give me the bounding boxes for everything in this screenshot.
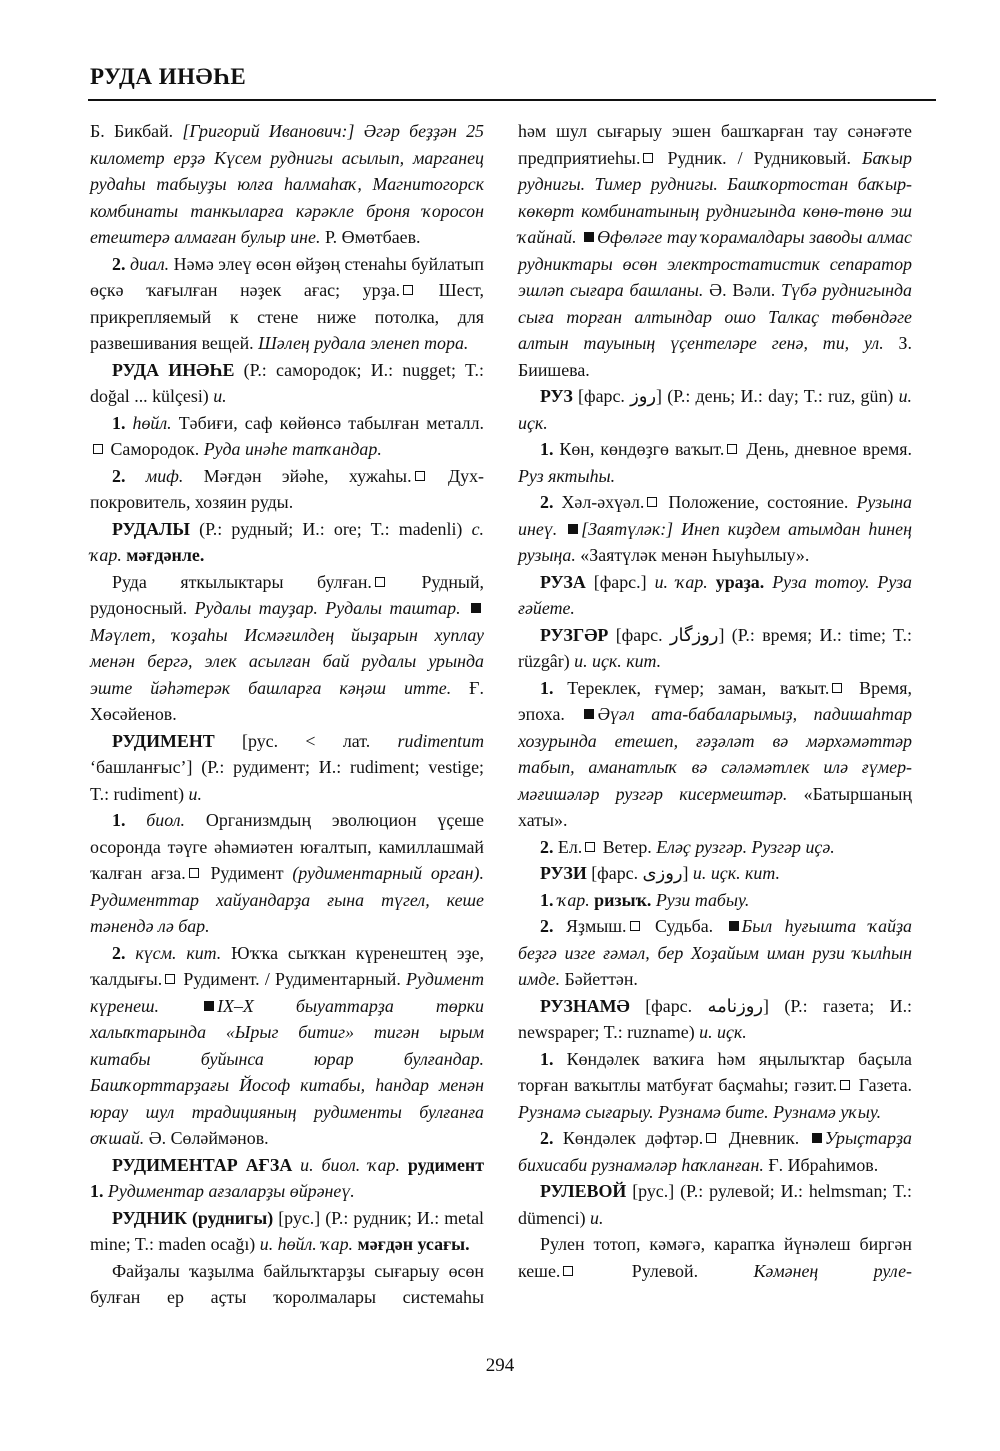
sense-2: 2. Көндәлек дәфтәр. Дневник. Урыҫтарҙа бихисаби рузнамәләр һаҡланған. Ғ. Ибраһимов. bbox=[518, 1128, 912, 1175]
sense-marker-icon bbox=[706, 1133, 716, 1143]
definition: Рулен тотоп, кәмәгә, карапҡа йүнәлеш биргән кеше. Рулевой. Кәмәнең руле- bbox=[518, 1234, 912, 1281]
headword: РУДИМЕНТАР АҒЗА bbox=[112, 1154, 293, 1175]
part-of-speech: и. биол. ҡар. bbox=[292, 1154, 400, 1175]
usage-label: диал. bbox=[129, 253, 170, 274]
part-of-speech: и. һөйл. ҡар. bbox=[259, 1234, 354, 1254]
example-text: [Григорий Иванович:] Әгәр беҙҙән 25 километр ерҙә Күсем руднигы асылып, марганец рудаһы табыуҙы юлға һалмаһаҡ, Магнитогорск комбинаты танкыларға кәрәкле броня ҡоросон етештерә алмаған булыр ине. bbox=[90, 121, 484, 247]
example-text: Шәлең рудала эленеп тора. bbox=[258, 333, 469, 353]
sense-2: 2. миф. Мәғдән эйәһе, хужаһы. Дух-покровитель, хозяин руды. bbox=[90, 465, 484, 512]
entry-rudiment: РУДИМЕНТ [рус. < лат. rudimentum ‘башланғыс’] (Р.: рудимент; И.: rudiment; vestige; T.: rudiment) и. bbox=[90, 730, 484, 804]
part-of-speech: и. иҫк. bbox=[518, 386, 912, 433]
source-citation: З. Биишева. bbox=[518, 333, 912, 380]
entry-ruzi: РУЗИ [фарс. روزی] и. иҫк. кит. bbox=[540, 863, 780, 883]
part-of-speech: с. ҡар. bbox=[90, 518, 484, 565]
example-text: Рудимент күренеш. bbox=[90, 969, 484, 1016]
example-text: IX–X быуаттарҙа төрки халыҡтарында «Ырыг битиг» тигән ырым китабы буйынса юрар булғандар. Башҡорттарҙағы Йософ китабы, һандар менән юрау шул традицияның рудименты булғанға оҡшай. bbox=[90, 995, 484, 1148]
sense-marker-icon bbox=[840, 1080, 850, 1090]
part-of-speech: и. иҫк. bbox=[699, 1022, 747, 1042]
sense-marker-icon bbox=[415, 471, 425, 481]
example-marker-icon bbox=[584, 709, 594, 719]
entry-continuation: һәм шул сығарыу эшен башҡарған тау сәнәғәте предприятиеһы. Рудник. / Рудниковый. Баҡыр руднигы. Тимер руднигы. Башҡортостан баҡыр-көкөрт комбинатының руднигында көнө-төнө эш ҡайнай. Өфөләге тау ҡорамалдары заводы алмас рудниктары өсөн электростатистик сепаратор эшләп сығара башланы. Ә. Вәли. Түбә руднигында сыға торған алтындар ошо Талкаҫ төбөндәге алтын тауының үҫентеләре генә, ти, ул. З. Биишева. bbox=[518, 121, 912, 380]
source-citation: Ғ. Ибраһимов. bbox=[763, 1154, 879, 1175]
arabic-etymon: روزی bbox=[642, 863, 683, 883]
headword: РУДНИК (руднигы) bbox=[112, 1207, 274, 1228]
sense-marker-icon bbox=[630, 921, 640, 931]
sense-1: 1. Көн, көндөҙгө ваҡыт. День, дневное время. Руз яктыһы. bbox=[518, 439, 912, 486]
usage-label: һөйл. bbox=[132, 412, 172, 433]
running-head: РУДА ИНӘҺЕ bbox=[90, 64, 247, 89]
sense-1: 1. биол. Организмдың эволюцион үҫеше осоронда тәүге әһәмиәтен юғалтып, камиллашмай ҡалған ағза. Рудимент (рудиментарный орган). Рудименттар хайуандарҙа ғына түгел, кеше тәнендә лә бар. bbox=[90, 810, 484, 936]
example-text: Кәмәнең руле- bbox=[753, 1260, 912, 1281]
example-text: Руза тотоу. Руза ғәйете. bbox=[518, 571, 912, 618]
sense-1: 1. Көндәлек ваҡиға һәм яңылыҡтар баҫыла торған ваҡытлы матбуғат баҫмаһы; гәзит. Газета. Рузнамә сығарыу. Рузнамә бите. Рузнамә уҡыу. bbox=[518, 1048, 912, 1122]
example-text: Урыҫтарҙа бихисаби рузнамәләр һаҡланған. bbox=[518, 1128, 912, 1175]
example-text: Баҡыр руднигы. Тимер руднигы. Башҡортостан баҡыр-көкөрт комбинатының руднигында көнө-төнө эш ҡайнай. bbox=[518, 147, 912, 247]
sense-marker-icon bbox=[189, 868, 199, 878]
example-text: Өфөләге тау ҡорамалдары заводы алмас рудниктары өсөн электростатистик сепаратор эшләп сығара башланы. bbox=[518, 227, 912, 300]
headword: РУДАЛЫ bbox=[112, 518, 190, 539]
headword: РУДИМЕНТ bbox=[112, 730, 215, 751]
page-number: 294 bbox=[485, 1355, 515, 1376]
sense-marker-icon bbox=[832, 683, 842, 693]
cross-reference: ризыҡ. bbox=[589, 889, 652, 910]
usage-label: миф. bbox=[145, 465, 184, 486]
sense-1: 1. Тереклек, ғүмер; заман, ваҡыт. Время, эпоха. Әүәл ата-бабаларымыҙ, падишаһтар хозурында етешеп, ғәҙәләт вә мәрхәмәттәр табып, аманатлыҡ вә сәләмәтлек илә ғүмер-мәғишәләр рузгәр кисермештәр. «Батыршаның хаты». bbox=[518, 677, 913, 830]
headword: РУЗА bbox=[540, 571, 586, 592]
entry-ruz: РУЗ [фарс. روز] (Р.: день; И.: day; T.: ruz, gün) и. иҫк. bbox=[518, 386, 912, 433]
source-citation: Ә. Сөләймәнов. bbox=[144, 1128, 269, 1148]
entry-rudaly: РУДАЛЫ (Р.: рудный; И.: ore; T.: madenli) с. ҡар. мәғдәнле. bbox=[90, 518, 484, 565]
part-of-speech: ҡар. bbox=[557, 889, 590, 910]
sense-marker-icon bbox=[585, 842, 595, 852]
sense-2: 2. Яҙмыш. Судьба. Был һуғышта ҡайҙа беҙгә изге ғәмәл, бер Хоҙайым иман рузи ҡылһын имде. Бәйеттән. bbox=[518, 916, 912, 989]
example-text: Еләҫ рузгәр. Рузгәр иҫә. bbox=[656, 836, 835, 857]
example-marker-icon bbox=[568, 524, 578, 534]
headword: РУЗИ bbox=[540, 863, 587, 883]
sense-1: 1. ҡар. ризыҡ. Рузи табыу. bbox=[540, 889, 750, 910]
sense-1: 1. һөйл. Тәбиғи, саф көйөнсә табылған металл. Самородок. Руда инәһе тапҡандар. bbox=[90, 410, 484, 463]
example-text: Түбә руднигында сыға торған алтындар ошо Талкаҫ төбөндәге алтын тауының үҫентеләре генә, ти, ул. bbox=[518, 280, 912, 353]
usage-label: биол. bbox=[146, 810, 186, 830]
part-of-speech: и. иҫк. кит. bbox=[574, 651, 662, 671]
arabic-etymon: روز bbox=[630, 386, 657, 406]
source-citation: Бәйеттән. bbox=[560, 969, 638, 989]
example-marker-icon bbox=[812, 1133, 822, 1143]
part-of-speech: и. ҡар. bbox=[654, 571, 708, 592]
cross-reference: рудимент 1. bbox=[90, 1154, 484, 1201]
cross-reference: мәғдәнле. bbox=[121, 545, 205, 565]
example-text: Руз яктыһы. bbox=[518, 465, 616, 486]
left-column bbox=[90, 118, 484, 1311]
headword: РУЗГӘР bbox=[540, 624, 609, 645]
source-citation: Ә. Вәли. bbox=[703, 280, 781, 300]
example-text: Руда инәһе тапҡандар. bbox=[203, 439, 382, 459]
entry-rudnik: РУДНИК (руднигы) [рус.] (Р.: рудник; И.: metal mine; T.: maden ocağı) и. һөйл. ҡар. мәғдән усағы. bbox=[90, 1207, 484, 1254]
sense-2: 2. Хәл-әхүәл. Положение, состояние. Рузына инеү. [Заятүләк:] Инеп киҙдем атымдан һинең рузыңа. «Заятүләк менән Һыуһылыу». bbox=[518, 492, 913, 565]
sense-marker-icon bbox=[643, 153, 653, 163]
entry-continuation: Б. Бикбай. [Григорий Иванович:] Әгәр беҙҙән 25 километр ерҙә Күсем руднигы асылып, марганец рудаһы табыуҙы юлға һалмаһаҡ, Магнитогорск комбинаты танкыларға кәрәкле броня ҡоросон етештерә алмаған булыр ине. Р. Өмөтбаев. bbox=[90, 121, 484, 247]
example-text: Рузына инеү. bbox=[518, 492, 913, 539]
entry-rudimentar-agza bbox=[90, 1152, 484, 1205]
source-citation: Р. Өмөтбаев. bbox=[320, 227, 421, 247]
example-marker-icon bbox=[584, 232, 594, 242]
headword: РУЛЕВОЙ bbox=[540, 1181, 627, 1201]
part-of-speech: и. bbox=[188, 783, 202, 804]
part-of-speech: и. bbox=[213, 386, 227, 406]
entry-ruda-inehe: РУДА ИНӘҺЕ (Р.: самородок; И.: nugget; T.: doğal ... külçesi) и. bbox=[90, 359, 484, 406]
sense-marker-icon bbox=[403, 285, 413, 295]
cross-reference: ураҙа. bbox=[707, 571, 765, 592]
example-text: Әүәл ата-бабаларымыҙ, падишаһтар хозурында етешеп, ғәҙәләт вә мәрхәмәттәр табып, аманатлыҡ вә сәләмәтлек илә ғүмер-мәғишәләр рузгәр кисермештәр. bbox=[518, 704, 912, 804]
sense-marker-icon bbox=[647, 497, 657, 507]
example-text: Рудиментар ағзаларҙы өйрәнеү. bbox=[103, 1181, 355, 1201]
sense-2: 2. диал. Нәмә элеү өсөн өйҙөң стенаһы буйлатып өҫкә ҡағылған нәҙек ағас; урҙа. Шест, прикрепляемый к стене ниже потолка, для развешивания вещей. Шәлең рудала эленеп тора. bbox=[90, 253, 485, 353]
sense-2: 2. күсм. кит. Юҡҡа сыҡҡан күренештең эҙе, ҡалдығы. Рудимент. / Рудиментарный. Рудимент күренеш. IX–X быуаттарҙа төрки халыҡтарында «Ырыг битиг» тигән ырым китабы буйынса юрар булғандар. Башҡорттарҙағы Йософ китабы, һандар менән юрау шул традицияның рудименты булғанға оҡшай. Ә. Сөләймәнов. bbox=[90, 942, 484, 1148]
entry-rulevoy: РУЛЕВОЙ [рус.] (Р.: рулевой; И.: helmsman; T.: dümenci) и. bbox=[518, 1181, 912, 1228]
arabic-etymon: روزنامه bbox=[707, 995, 764, 1016]
example-text: [Заятүләк:] Инеп киҙдем атымдан һинең рузыңа. bbox=[518, 518, 912, 565]
sense-2: 2. Ел. Ветер. Еләҫ рузгәр. Рузгәр иҫә. bbox=[540, 836, 835, 857]
entry-ruza: РУЗА [фарс.] и. ҡар. ураҙа. Руза тотоу. Руза ғәйете. bbox=[518, 571, 912, 618]
example-text: Рудалы тауҙар. Рудалы таштар. bbox=[194, 598, 461, 618]
example-marker-icon bbox=[204, 1001, 214, 1011]
example-text: Рузи табыу. bbox=[651, 889, 750, 910]
headword: РУЗ bbox=[540, 386, 573, 406]
entry-ruzname: РУЗНАМӘ [фарс. روزنامه] (Р.: газета; И.: newspaper; T.: ruzname) и. иҫк. bbox=[518, 995, 913, 1042]
arabic-etymon: روزگار bbox=[669, 624, 719, 645]
usage-label: күсм. кит. bbox=[135, 942, 222, 963]
example-marker-icon bbox=[471, 603, 481, 613]
example-text: Был һуғышта ҡайҙа беҙгә изге ғәмәл, бер Хоҙайым иман рузи ҡылһын имде. bbox=[518, 916, 912, 989]
part-of-speech: и. bbox=[590, 1207, 604, 1228]
source-citation: «Заятүләк менән Һыуһылыу». bbox=[575, 545, 810, 565]
definition: Файҙалы ҡаҙылма байлыҡтарҙы сығарыу өсөн булған ер аҫты ҡоролмалары системаһы bbox=[90, 1260, 484, 1307]
part-of-speech: и. иҫк. кит. bbox=[692, 863, 780, 883]
example-text: (рудиментарный орган). Рудименттар хайуандарҙа ғына түгел, кеше тәнендә лә бар. bbox=[90, 863, 484, 936]
sense-marker-icon bbox=[93, 444, 103, 454]
definition: Руда яткылыктары булған. Рудный, рудоносный. Рудалы тауҙар. Рудалы таштар. Мәүлет, ҡоҙаһы Исмәғилдең йыҙарын хуплау менән бергә, элек асылған бай рудалы урында эште йәһәтерәк башларға кәңәш итте. Ғ. Хөсәйенов. bbox=[90, 571, 484, 724]
entry-ruzger: РУЗГӘР [фарс. روزگار] (Р.: время; И.: time; T.: rüzgâr) и. иҫк. кит. bbox=[518, 624, 913, 671]
example-marker-icon bbox=[729, 921, 739, 931]
sense-marker-icon bbox=[727, 444, 737, 454]
right-column bbox=[518, 118, 912, 1284]
sense-marker-icon bbox=[165, 974, 175, 984]
sense-marker-icon bbox=[563, 1266, 573, 1276]
example-text: Рузнамә сығарыу. Рузнамә бите. Рузнамә уҡыу. bbox=[518, 1101, 882, 1122]
cross-reference: мәғдән усағы. bbox=[353, 1234, 470, 1254]
header-rule bbox=[88, 99, 936, 101]
example-text: Мәүлет, ҡоҙаһы Исмәғилдең йыҙарын хуплау менән бергә, элек асылған бай рудалы урында эште йәһәтерәк башларға кәңәш итте. bbox=[90, 624, 484, 698]
source-citation: «Батыршаның хаты». bbox=[518, 783, 913, 830]
sense-marker-icon bbox=[375, 577, 385, 587]
headword: РУДА ИНӘҺЕ bbox=[112, 359, 235, 380]
source-citation: Ғ. Хөсәйенов. bbox=[90, 677, 484, 724]
headword: РУЗНАМӘ bbox=[540, 995, 630, 1016]
